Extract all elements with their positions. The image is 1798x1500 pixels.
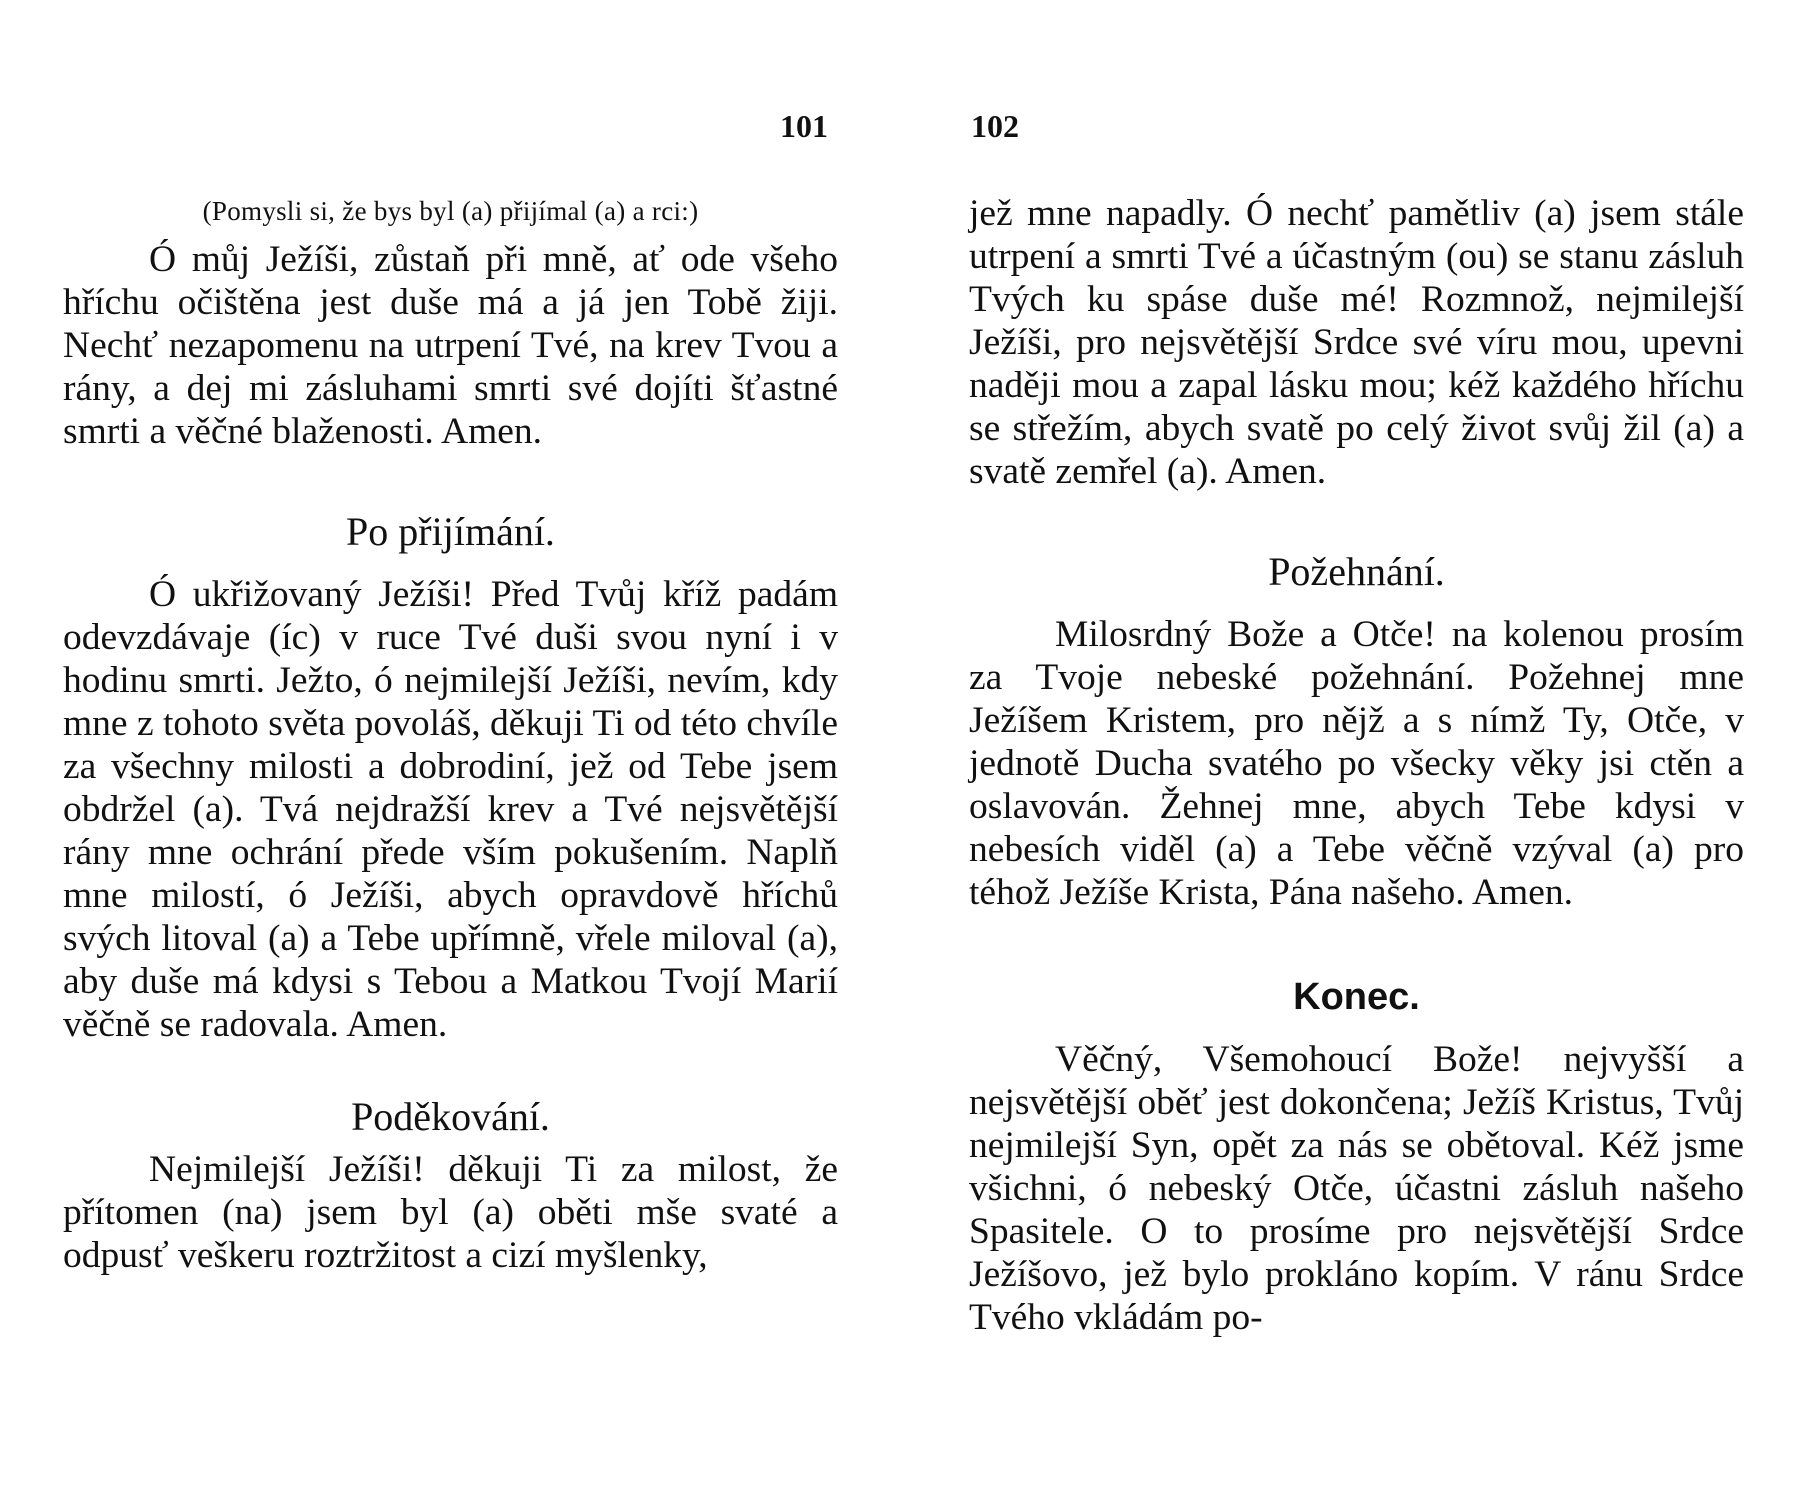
right-page [899, 0, 1798, 1500]
page-number-right: 102 [971, 108, 1019, 144]
heading-pozehnani: Požehnání. [1268, 549, 1445, 594]
prayer-before-communion: Ó můj Ježíši, zůstaň při mně, ať ode všeho hříchu očištěna jest duše má a já jen Tobě žiji. Nechť nezapomenu na utrpení Tvé, na krev Tvou a rány, a dej mi zásluhami smrti své dojíti šťastné smrti a věčné blaženosti. Amen. [63, 239, 838, 452]
prayer-pozehnani: Milosrdný Bože a Otče! na kolenou prosím za Tvoje nebeské požehnání. Požehnej mne Ježíšem Kristem, pro nějž a s nímž Ty, Otče, v jednotě Ducha svatého po všecky věky jsi ctěn a oslavován. Žehnej mne, abych Tebe kdysi v nebesích viděl (a) a Tebe věčně vzýval (a) pro téhož Ježíše Krista, Pána našeho. Amen. [969, 614, 1744, 913]
page-number-left: 101 [780, 108, 828, 144]
rubric-note: (Pomysli si, že bys byl (a) přijímal (a) a rci:) [202, 196, 699, 226]
prayer-podekovani: Nejmilejší Ježíši! děkuji Ti za milost, že přítomen (na) jsem byl (a) oběti mše svaté a odpusť veškeru roztržitost a cizí myšlenky, [63, 1149, 838, 1276]
prayer-continuation: jež mne napadly. Ó nechť pamětliv (a) jsem stále utrpení a smrti Tvé a účastným (ou) se stanu zásluh Tvých ku spáse duše mé! Rozmnož, nejmilejší Ježíši, pro nejsvětější Srdce své víru mou, upevni naději mou a zapal lásku mou; kéž každého hříchu se střežím, abych svatě po celý život svůj žil (a) a svatě zemřel (a). Amen. [969, 193, 1744, 492]
heading-po-prijimani: Po přijímání. [346, 509, 555, 554]
left-text-column [63, 192, 838, 1277]
heading-konec: Konec. [1293, 976, 1420, 1018]
prayer-po-prijimani: Ó ukřižovaný Ježíši! Před Tvůj kříž padám odevzdávaje (íc) v ruce Tvé duši svou nyní i v hodinu smrti. Ježto, ó nejmilejší Ježíši, nevím, kdy mne z tohoto světa povoláš, děkuji Ti od této chvíle za všechny milosti a dobrodiní, jež od Tebe jsem obdržel (a). Tvá nejdražší krev a Tvé nejsvětější rány mne ochrání přede vším pokušením. Naplň mne milostí, ó Ježíši, abych opravdově hříchů svých litoval (a) a Tebe upřímně, vřele miloval (a), aby duše má kdysi s Tebou a Matkou Tvojí Marií věčně se radovala. Amen. [63, 574, 838, 1045]
heading-podekovani: Poděkování. [351, 1094, 550, 1139]
right-text-column [969, 192, 1744, 1339]
prayer-konec: Věčný, Všemohoucí Bože! nejvyšší a nejsvětější oběť jest dokončena; Ježíš Kristus, Tvůj nejmilejší Syn, opět za nás se obětoval. Kéž jsme všichni, ó nebeský Otče, účastni zásluh našeho Spasitele. O to prosíme pro nejsvětější Srdce Ježíšovo, jež bylo prokláno kopím. V ránu Srdce Tvého vkládám po- [969, 1039, 1744, 1338]
